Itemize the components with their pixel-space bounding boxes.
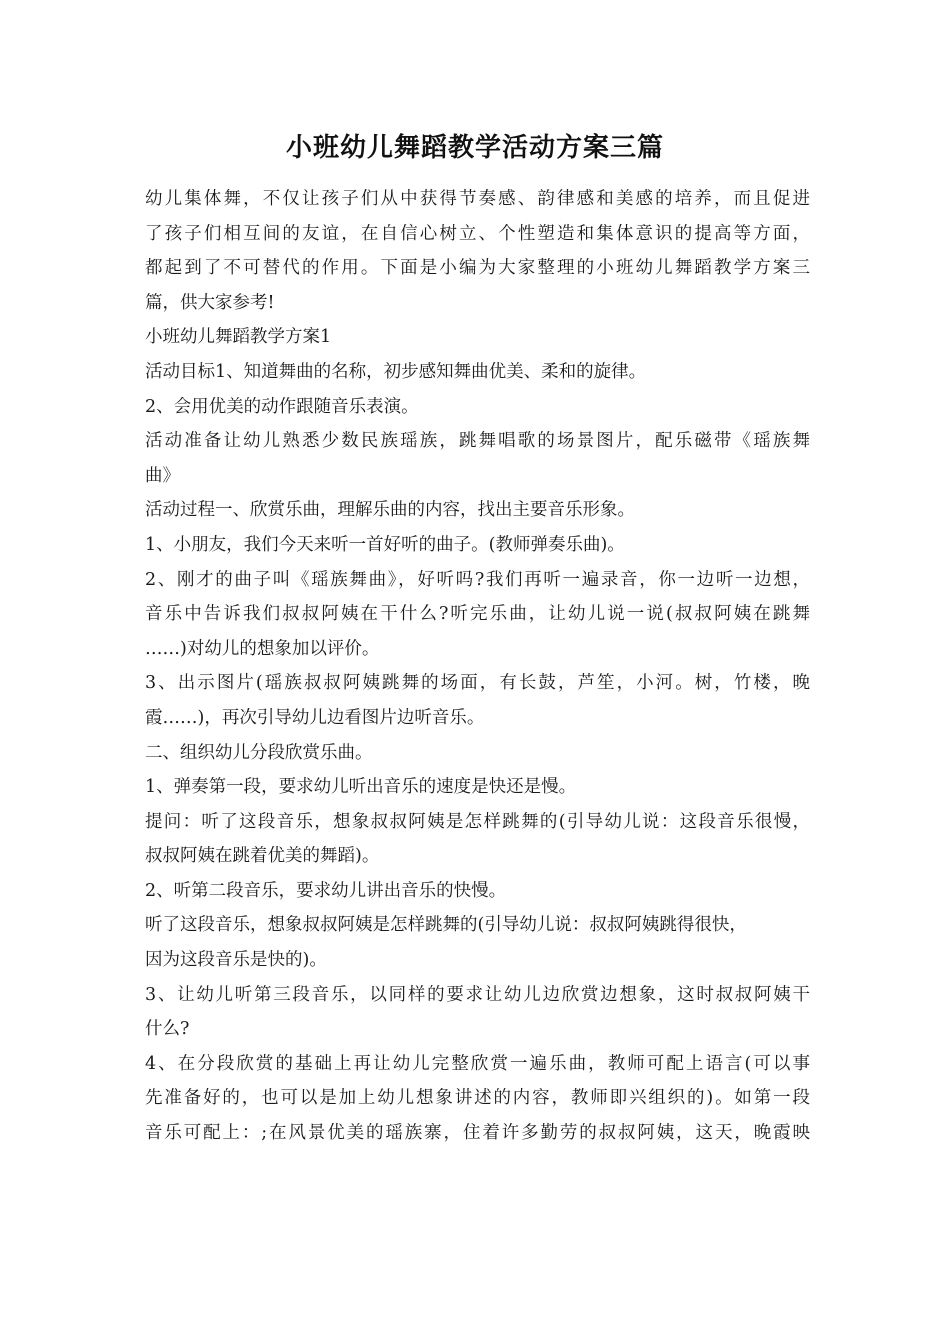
text-line: 篇，供大家参考! [145,292,275,313]
text-line: 幼儿集体舞，不仅让孩子们从中获得节奏感、韵律感和美感的培养，而且促进 [145,189,810,209]
text-line: 提问：听了这段音乐，想象叔叔阿姨是怎样跳舞的(引导幼儿说：这段音乐很慢， [145,811,810,832]
text-line: 音乐中告诉我们叔叔阿姨在干什么?听完乐曲，让幼儿说一说(叔叔阿姨在跳舞 [145,604,810,625]
text-line: 叔叔阿姨在跳着优美的舞蹈)。 [145,846,380,867]
text-line: 1、小朋友，我们今天来听一首好听的曲子。(教师弹奏乐曲)。 [145,534,625,555]
text-line: 曲》 [145,465,180,486]
text-line: 4、在分段欣赏的基础上再让幼儿完整欣赏一遍乐曲，教师可配上语言(可以事 [145,1053,810,1074]
text-line: 3、让幼儿听第三段音乐，以同样的要求让幼儿边欣赏边想象，这时叔叔阿姨干 [145,984,810,1005]
document-body [145,182,810,1151]
text-line: 霞……)，再次引导幼儿边看图片边听音乐。 [145,707,485,728]
text-line: 2、会用优美的动作跟随音乐表演。 [145,396,419,417]
text-line: 听了这段音乐，想象叔叔阿姨是怎样跳舞的(引导幼儿说：叔叔阿姨跳得很快， [145,915,747,936]
text-line: 音乐可配上：;在风景优美的瑶族寨，住着许多勤劳的叔叔阿姨，这天，晚霞映 [145,1123,810,1144]
text-line: 二、组织幼儿分段欣赏乐曲。 [145,742,373,763]
section-heading: 小班幼儿舞蹈教学方案1 [145,327,332,348]
text-line: 活动过程一、欣赏乐曲，理解乐曲的内容，找出主要音乐形象。 [145,500,635,521]
text-line: 1、弹奏第一段，要求幼儿听出音乐的速度是快还是慢。 [145,777,577,798]
text-line: 2、刚才的曲子叫《瑶族舞曲》，好听吗?我们再听一遍录音，你一边听一边想， [145,569,810,590]
text-line: ……)对幼儿的想象加以评价。 [145,638,380,659]
text-line: 3、出示图片(瑶族叔叔阿姨跳舞的场面，有长鼓，芦笙，小河。树，竹楼，晚 [145,673,810,694]
text-line: 活动目标1、知道舞曲的名称，初步感知舞曲优美、柔和的旋律。 [145,361,647,382]
text-line: 什么? [145,1019,190,1040]
document-title: 小班幼儿舞蹈教学活动方案三篇 [285,133,664,163]
text-line: 了孩子们相互间的友谊，在自信心树立、个性塑造和集体意识的提高等方面， [145,223,810,244]
text-line: 2、听第二段音乐，要求幼儿讲出音乐的快慢。 [145,880,507,901]
text-line: 先准备好的，也可以是加上幼儿想象讲述的内容，教师即兴组织的)。如第一段 [145,1088,810,1109]
text-line: 活动准备让幼儿熟悉少数民族瑶族，跳舞唱歌的场景图片，配乐磁带《瑶族舞 [145,431,810,452]
text-line: 都起到了不可替代的作用。下面是小编为大家整理的小班幼儿舞蹈教学方案三 [145,258,810,279]
text-line: 因为这段音乐是快的)。 [145,950,327,971]
